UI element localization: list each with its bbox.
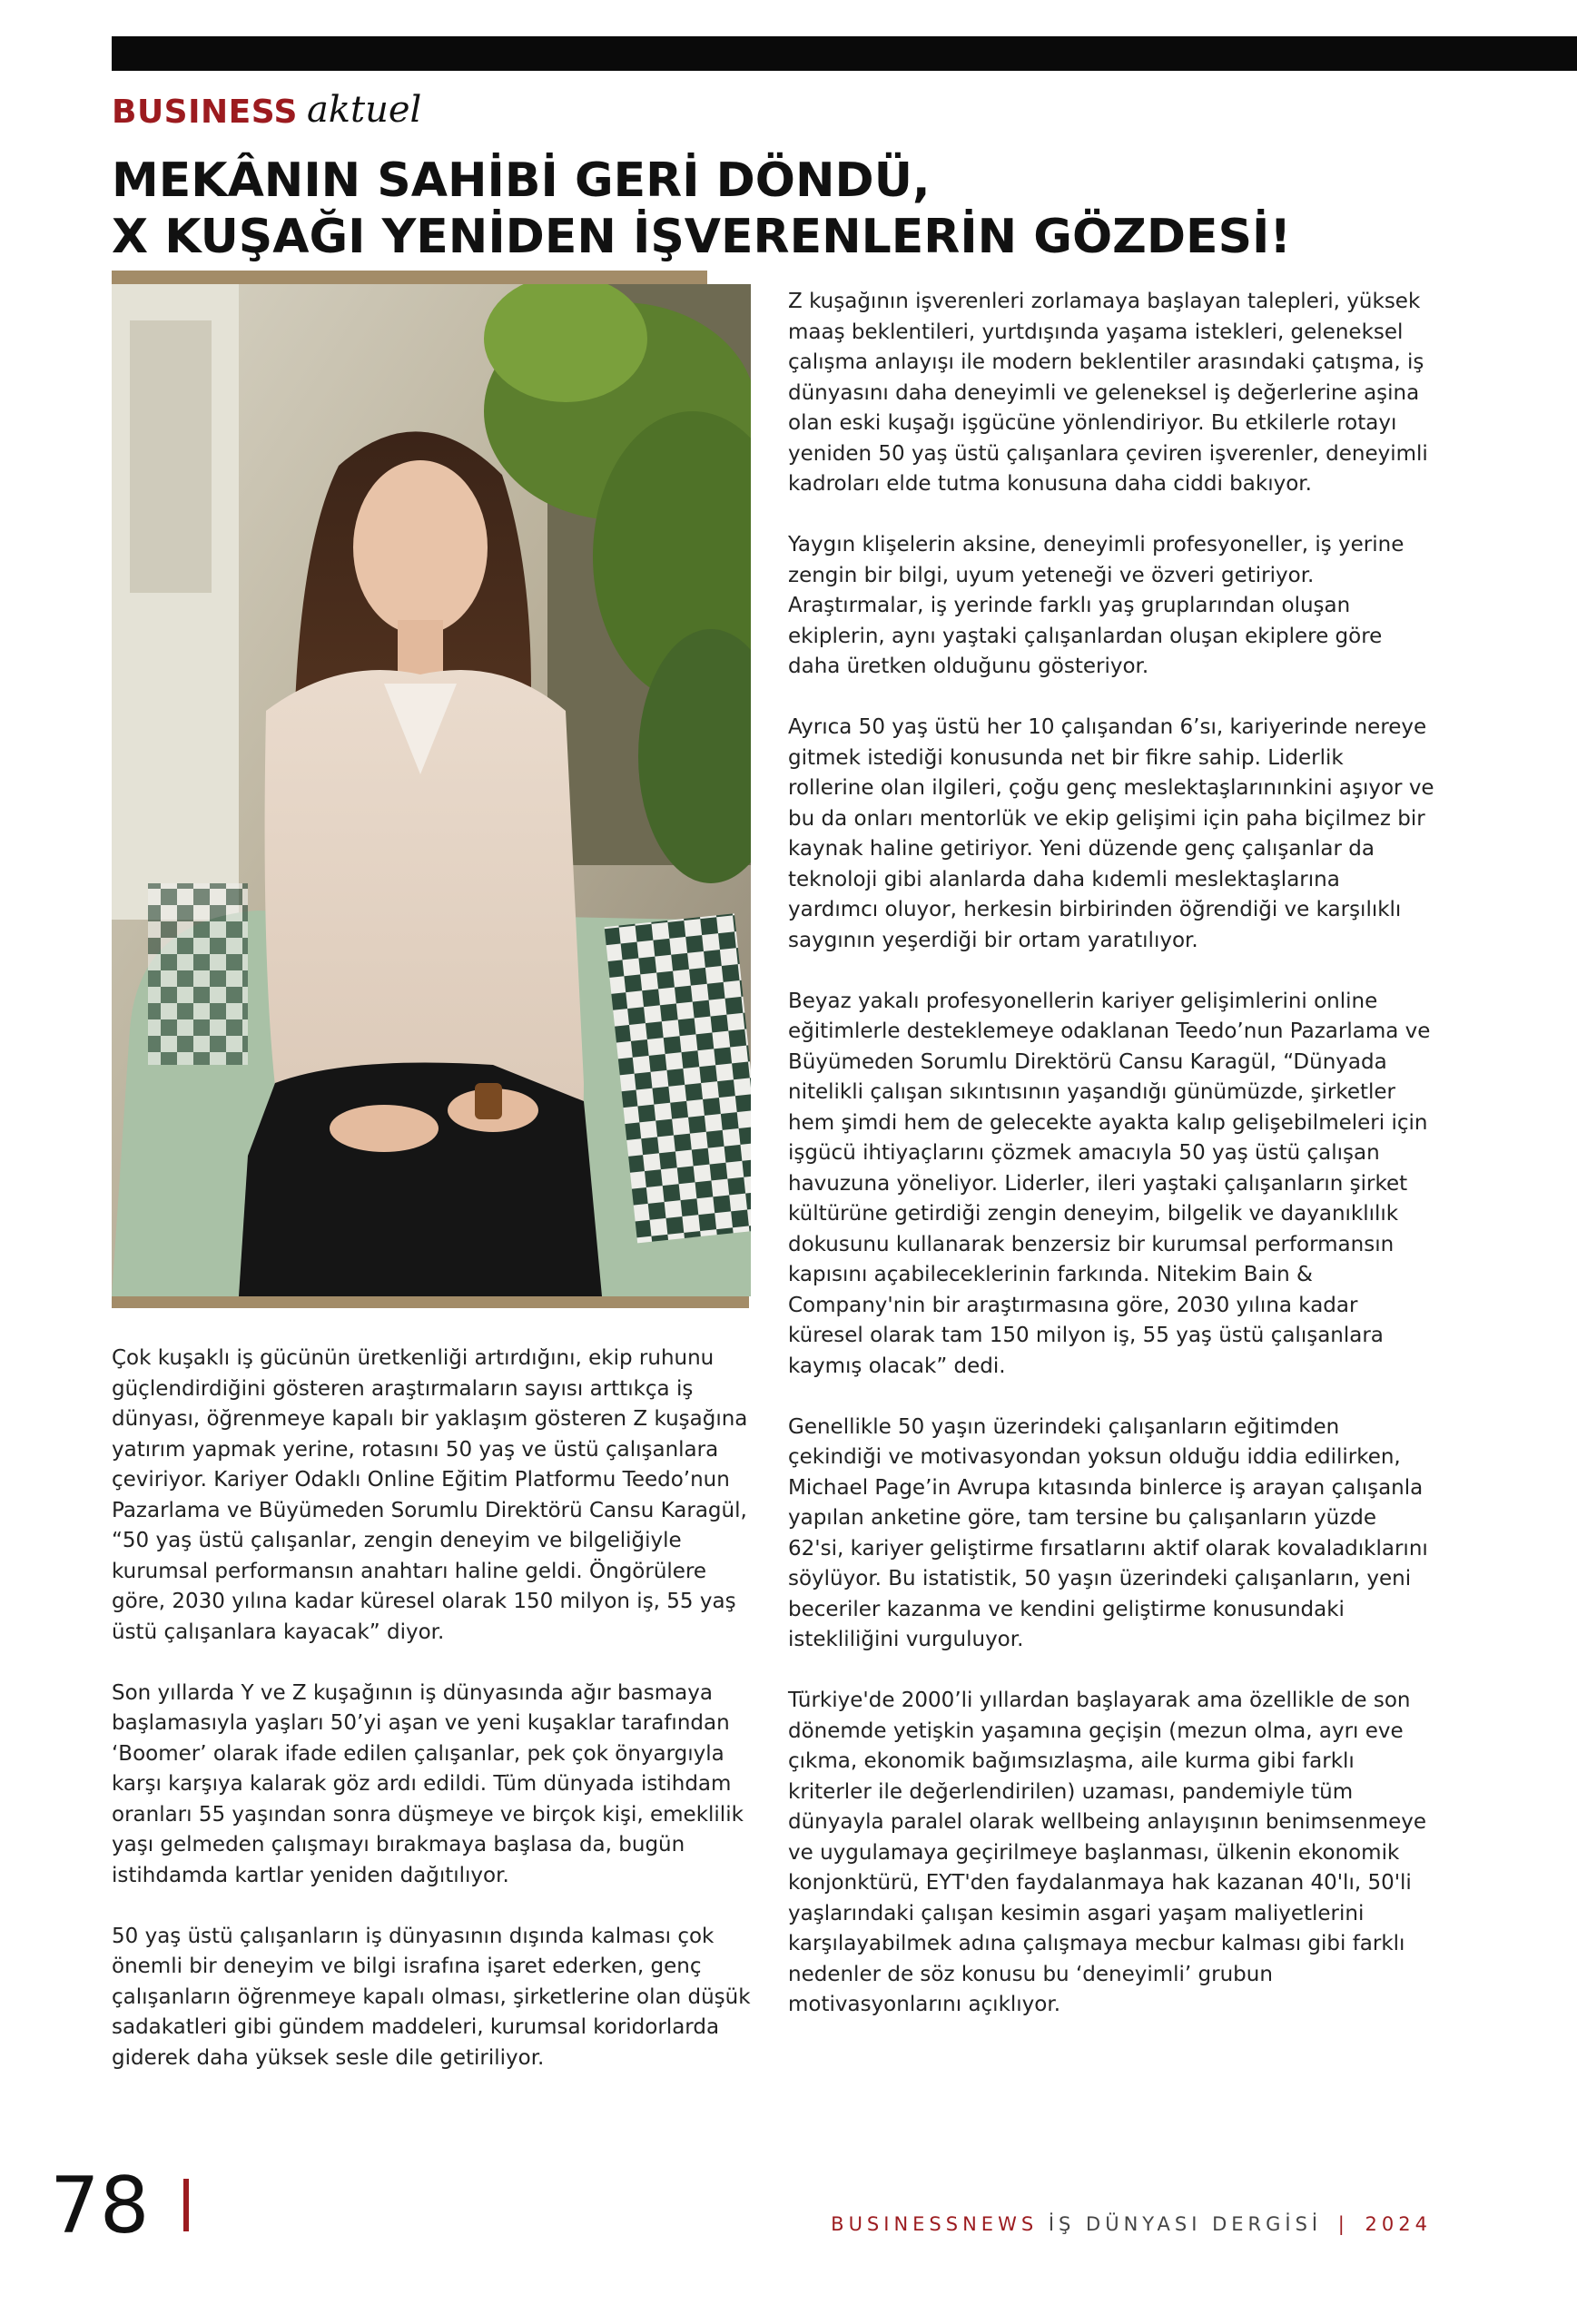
paragraph: Türkiye'de 2000’li yıllardan başlayarak ama özellikle de son dönemde yetişkin yaşamına geçişin (mezun olma, ayrı eve çıkma, ekonomik bağımsızlaşma, aile kurma gibi farklı kriterler ile değerlendirilen) uzaması, pandemiyle tüm dünyayla paralel olarak wellbeing anlayışının benimsenmeye ve uygulamaya geçirilmeye başlanması, ülkenin ekonomik konjonktürü, EYT'den faydalanmaya hak kazanan 40'lı, 50'li yaşlarındaki çalışan kesimin asgari yaşam maliyetlerini karşılayabilmek adına çalışmaya mecbur kalması gibi farklı nedenler de söz konusu bu ‘deneyimli’ grubun motivasyonlarını açıklıyor.	[788, 1689, 1426, 2016]
portrait-photo	[112, 284, 751, 1296]
paragraph: Yaygın klişelerin aksine, deneyimli profesyoneller, iş yerine zengin bir bilgi, uyum yeteneği ve özveri getiriyor. Araştırmalar, iş yerinde farklı yaş gruplarından oluşan ekiplerin, aynı yaştaki çalışanlardan oluşan ekiplere göre daha üretken olduğunu gösteriyor.	[788, 533, 1405, 678]
footer-magazine	[831, 2213, 1432, 2235]
paragraph: Çok kuşaklı iş gücünün üretkenliği artırdığını, ekip ruhunu güçlendirdiğini gösteren araştırmaların sayısı arttıkça iş dünyası, öğrenmeye kapalı bir yaklaşım gösteren Z kuşağına yatırım yapmak yerine, rotasını 50 yaş ve üstü çalışanlara çeviriyor. Kariyer Odaklı Online Eğitim Platformu Teedo’nun Pazarlama ve Büyümeden Sorumlu Direktörü Cansu Karagül, “50 yaş üstü çalışanlar, zengin deneyim ve bilgeliğiyle kurumsal performansın anahtarı haline geldi. Öngörülere göre, 2030 yılına kadar küresel olarak 150 milyon iş, 55 yaş üstü çalışanlara kayacak” diyor.	[112, 1346, 748, 1644]
gold-rule-top	[112, 271, 707, 284]
gold-rule-bottom	[112, 1296, 749, 1308]
headline-line-1: MEKÂNIN SAHİBİ GERİ DÖNDÜ,	[112, 153, 931, 208]
footer-separator: |	[1337, 2213, 1349, 2235]
page-number: 78	[50, 2161, 150, 2251]
section-script: aktuel	[306, 89, 422, 131]
footer-brand: BUSINESSNEWS	[831, 2213, 1039, 2235]
paragraph: Son yıllarda Y ve Z kuşağının iş dünyasında ağır basmaya başlamasıyla yaşları 50’yi aşan ve yeni kuşaklar tarafından ‘Boomer’ olarak ifade edilen çalışanlar, pek çok önyargıyla karşı karşıya kalarak göz ardı edildi. Tüm dünyada istihdam oranları 55 yaşından sonra düşmeye ve birçok kişi, emeklilik yaşı gelmeden çalışmayı bırakmaya başlasa da, bugün istihdamda kartlar yeniden dağıtılıyor.	[112, 1680, 744, 1887]
paragraph: Z kuşağının işverenleri zorlamaya başlayan talepleri, yüksek maaş beklentileri, yurtdışında yaşama istekleri, geleneksel çalışma anlayışı ile modern beklentiler arasındaki çatışma, iş dünyasını daha deneyimli ve geleneksel iş değerlerine aşina olan eski kuşağı işgücüne yönlendiriyor. Bu etkilerle rotayı yeniden 50 yaş üstü çalışanlara çeviren işverenler, deneyimli kadroları elde tutma konusuna daha ciddi bakıyor.	[788, 290, 1428, 496]
paragraph: 50 yaş üstü çalışanların iş dünyasının dışında kalması çok önemli bir deneyim ve bilgi israfına işaret ederken, genç çalışanların öğrenmeye kapalı olması, şirketlerine olan düşük sadakatleri gibi gündem maddeleri, kurumsal koridorlarda giderek daha yüksek sesle dile getiriliyor.	[112, 1924, 751, 2070]
footer-title: İŞ DÜNYASI DERGİSİ	[1048, 2213, 1323, 2235]
paragraph: Genellikle 50 yaşın üzerindeki çalışanların eğitimden çekindiği ve motivasyondan yoksun olduğu iddia edilirken, Michael Page’in Avrupa kıtasında binlerce iş arayan çalışanla yapılan anketine göre, tam tersine bu çalışanların yüzde 62'si, kariyer geliştirme fırsatlarını aktif olarak kovaladıklarını söylüyor. Bu istatistik, 50 yaşın üzerindeki çalışanların, yeni beceriler kazanma ve kendini geliştirme konusundaki istekliliğini vurguluyor.	[788, 1414, 1428, 1651]
section-brand: BUSINESS	[112, 94, 298, 131]
paragraph: Ayrıca 50 yaş üstü her 10 çalışandan 6’sı, kariyerinde nereye gitmek istediği konusunda net bir fikre sahip. Liderlik rollerine olan ilgileri, çoğu genç meslektaşlarınınkini aşıyor ve bu da onları mentorlük ve ekip gelişimi için paha biçilmez bir kaynak haline getiriyor. Yeni düzende genç çalışanlar da teknoloji gibi alanlarda daha kıdemli meslektaşlarına yardımcı oluyor, herkesin birbirinden öğrendiği ve karşılıklı saygının yeşerdiği bir ortam yaratılıyor.	[788, 715, 1434, 952]
top-bar	[112, 36, 1577, 71]
paragraph: Beyaz yakalı profesyonellerin kariyer gelişimlerini online eğitimlerle desteklemeye odaklanan Teedo’nun Pazarlama ve Büyümeden Sorumlu Direktörü Cansu Karagül, “Dünyada nitelikli çalışan sıkıntısının yaşandığı günümüzde, şirketler hem şimdi hem de gelecekte ayakta kalıp gelişebilmeleri için işgücü ihtiyaçlarını çözmek amacıyla 50 yaş üstü çalışan havuzuna yöneliyor. Liderler, ileri yaştaki çalışanların şirket kültürüne getirdiği zengin deneyim, bilgelik ve dayanıklılık dokusunu kullanarak benzersiz bir kurumsal performansın kapısını açabileceklerinin farkında. Nitekim Bain & Company'nin bir araştırmasına göre, 2030 yılına kadar küresel olarak tam 150 milyon iş, 55 yaş üstü çalışanlara kaymış olacak” dedi.	[788, 989, 1431, 1378]
section-label	[112, 80, 421, 131]
headline	[112, 153, 1528, 265]
footer-year: 2024	[1365, 2213, 1432, 2235]
page-number-rule	[183, 2179, 189, 2231]
left-column	[112, 1344, 752, 2104]
headline-line-2: X KUŞAĞI YENİDEN İŞVERENLERİN GÖZDESİ!	[112, 210, 1292, 264]
right-column	[788, 287, 1434, 2051]
